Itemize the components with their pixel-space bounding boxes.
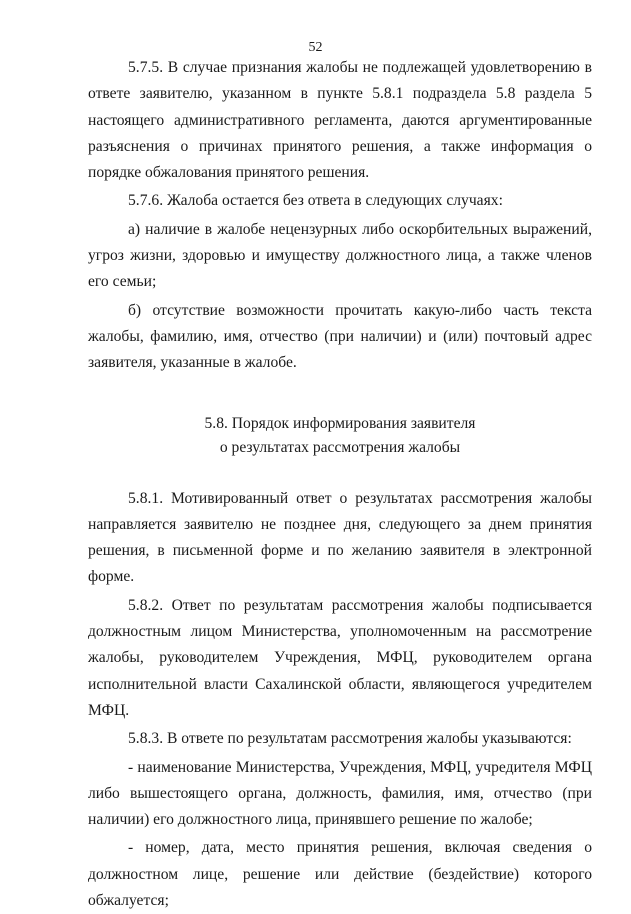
paragraph-5-8-3: 5.8.3. В ответе по результатам рассмотрения жалобы указываются: <box>128 730 572 748</box>
paragraph-5-8-2: 5.8.2. Ответ по результатам рассмотрения жалобы подписывается должностным лицом Министерства, уполномоченным на рассмотрение жалобы, руководителем Учреждения, МФЦ, руководителем органа исполнительной власти Сахалинской области, являющегося учредителем МФЦ. <box>88 596 592 719</box>
section-heading-line-1: 5.8. Порядок информирования заявителя <box>204 414 476 432</box>
paragraph-5-7-6-b: б) отсутствие возможности прочитать какую-либо часть текста жалобы, фамилию, имя, отчество (при наличии) и (или) почтовый адрес заявителя, указанные в жалобе. <box>88 301 592 372</box>
paragraph-5-7-5: 5.7.5. В случае признания жалобы не подлежащей удовлетворению в ответе заявителю, указанном в пункте 5.8.1 подраздела 5.8 раздела 5 настоящего административного регламента, даются аргументированные разъяснения о причинах принятого решения, а также информация о порядке обжалования принятого решения. <box>88 59 592 182</box>
page-number: 52 <box>308 40 323 55</box>
paragraph-5-8-1: 5.8.1. Мотивированный ответ о результатах рассмотрения жалобы направляется заявителю не позднее дня, следующего за днем принятия решения, в письменной форме и по желанию заявителя в электронной форме. <box>88 489 592 586</box>
list-item-decision-number: - номер, дата, место принятия решения, включая сведения о должностном лице, решение или действие (бездействие) которого обжалуется; <box>88 839 592 910</box>
list-item-organ-name: - наименование Министерства, Учреждения, МФЦ, учредителя МФЦ либо вышестоящего органа, должность, фамилия, имя, отчество (при наличии) его должностного лица, принявшего решение по жалобе; <box>88 758 592 829</box>
paragraph-5-7-6-a: а) наличие в жалобе нецензурных либо оскорбительных выражений, угроз жизни, здоровью и имуществу должностного лица, а также членов его семьи; <box>88 220 592 291</box>
document-body <box>88 55 592 914</box>
section-heading-5-8 <box>88 412 592 460</box>
section-heading-line-2: о результатах рассмотрения жалобы <box>219 438 461 456</box>
paragraph-5-7-6: 5.7.6. Жалоба остается без ответа в следующих случаях: <box>128 192 503 210</box>
